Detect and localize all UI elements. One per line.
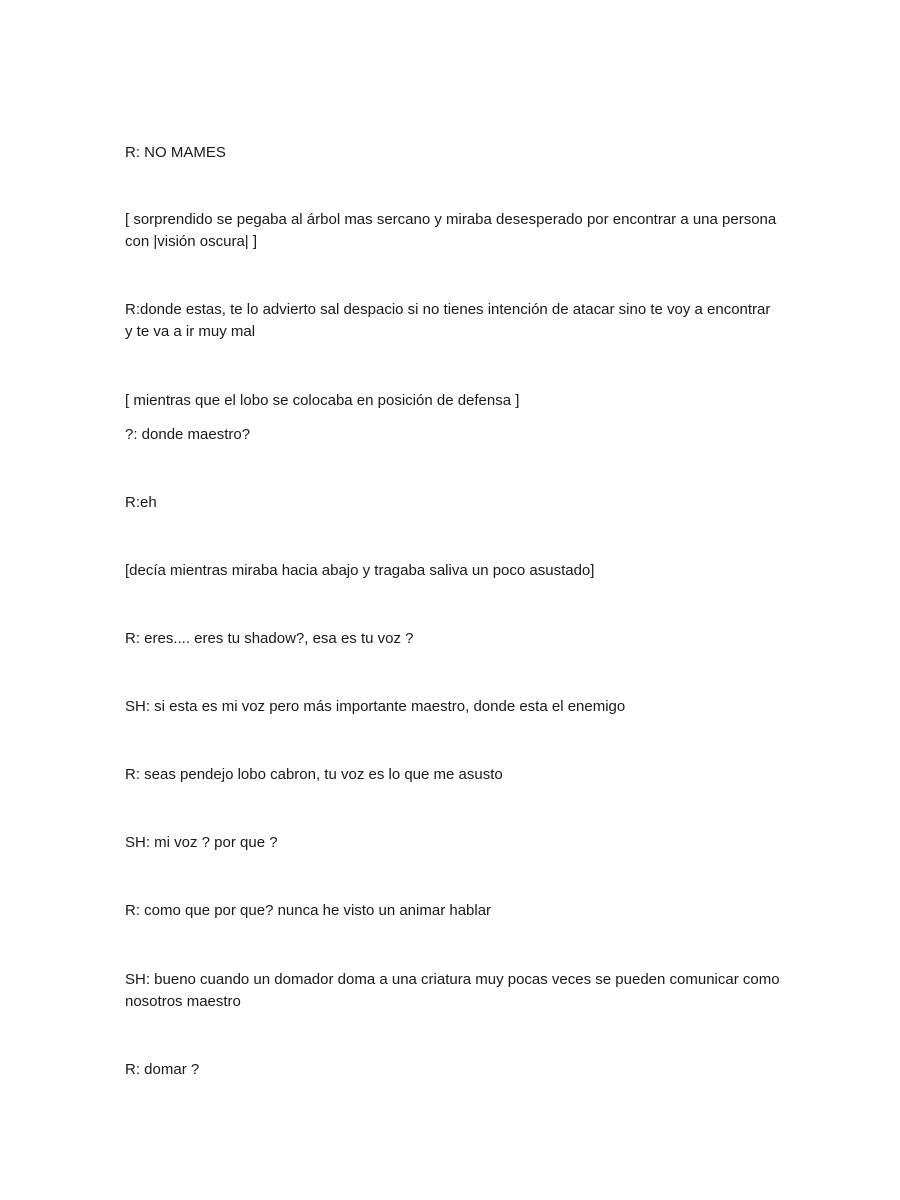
paragraph-1: R: NO MAMES xyxy=(125,144,226,161)
paragraph-3: R:donde estas, te lo advierto sal despacio si no tienes intención de atacar sino te voy a encontrar y te va a ir muy mal xyxy=(125,301,771,340)
paragraph-10: R: seas pendejo lobo cabron, tu voz es lo que me asusto xyxy=(125,766,503,783)
paragraph-7: [decía mientras miraba hacia abajo y tragaba saliva un poco asustado] xyxy=(125,562,595,579)
paragraph-8: R: eres.... eres tu shadow?, esa es tu voz ? xyxy=(125,630,414,647)
paragraph-9: SH: si esta es mi voz pero más importante maestro, donde esta el enemigo xyxy=(125,698,626,715)
paragraph-6: R:eh xyxy=(125,494,157,511)
paragraph-4: [ mientras que el lobo se colocaba en posición de defensa ] xyxy=(125,392,520,409)
paragraph-5: ?: donde maestro? xyxy=(125,426,251,443)
paragraph-2: [ sorprendido se pegaba al árbol mas sercano y miraba desesperado por encontrar a una persona con |visión oscura| ] xyxy=(125,211,777,250)
paragraph-11: SH: mi voz ? por que ? xyxy=(125,834,278,851)
paragraph-14: R: domar ? xyxy=(125,1061,200,1078)
paragraph-12: R: como que por que? nunca he visto un animar hablar xyxy=(125,902,492,919)
paragraph-13: SH: bueno cuando un domador doma a una criatura muy pocas veces se pueden comunicar como nosotros maestro xyxy=(125,971,780,1010)
